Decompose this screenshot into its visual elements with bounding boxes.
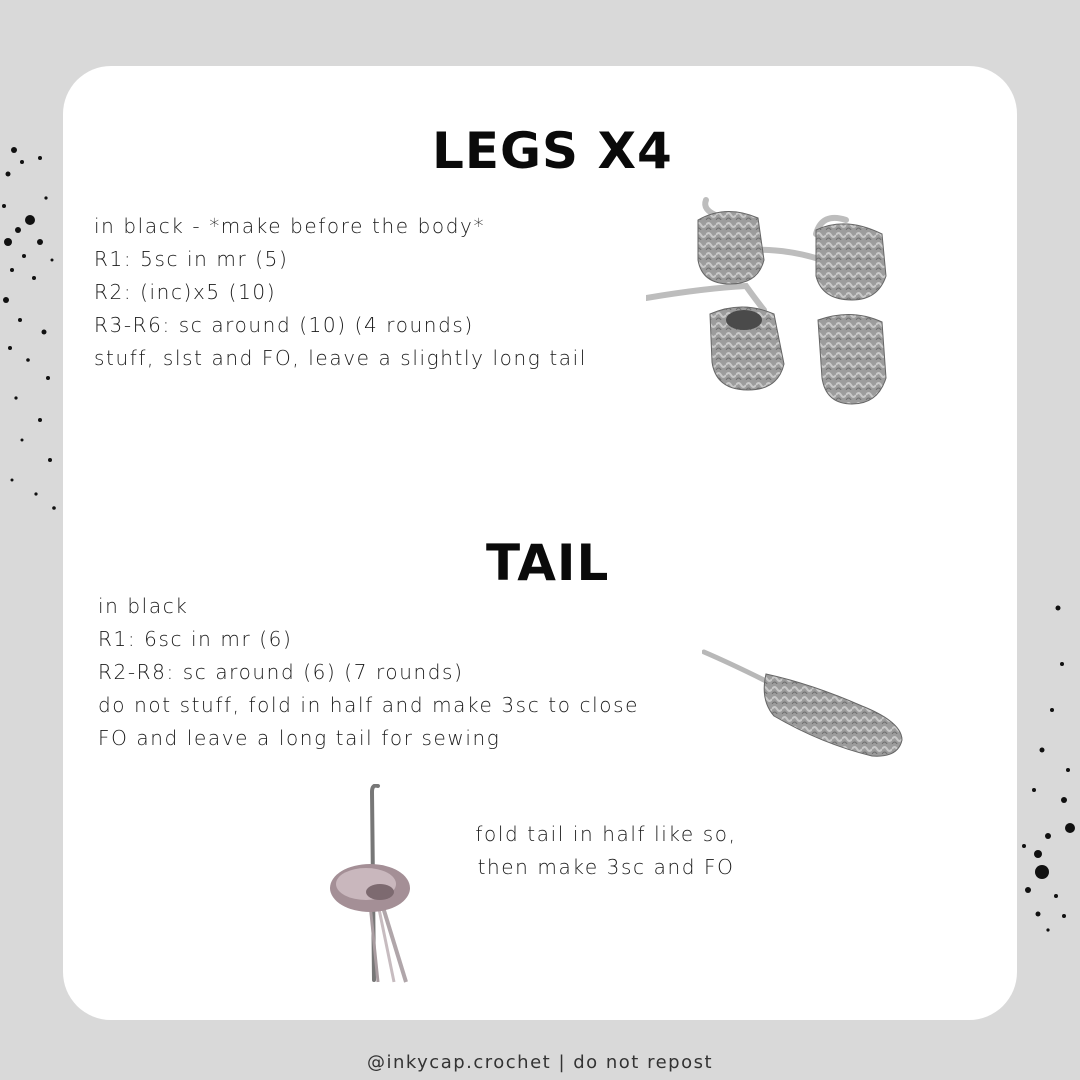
tail-line: R2-R8: sc around (6) (7 rounds): [98, 660, 464, 684]
crochet-legs-photo: [646, 190, 906, 420]
legs-line: stuff, slst and FO, leave a slightly long tail: [94, 346, 587, 370]
tail-line: FO and leave a long tail for sewing: [98, 726, 501, 750]
tail-line: do not stuff, fold in half and make 3sc to close: [98, 693, 639, 717]
footer-credit: @inkycap.crochet | do not repost: [366, 1052, 714, 1073]
legs-line: in black - *make before the body*: [94, 214, 486, 238]
legs-heading: LEGS X4: [432, 122, 673, 180]
fold-tail-note: [446, 818, 766, 884]
legs-line: R3-R6: sc around (10) (4 rounds): [94, 313, 474, 337]
ink-splatter-left: [0, 110, 70, 530]
crochet-hook-photo: [322, 784, 432, 984]
tail-line: R1: 6sc in mr (6): [98, 627, 293, 651]
tail-heading: TAIL: [486, 534, 610, 592]
legs-line: R2: (inc)x5 (10): [94, 280, 277, 304]
tail-line: in black: [98, 594, 189, 618]
note-line: fold tail in half like so,: [475, 822, 737, 846]
legs-instructions: [94, 210, 587, 375]
legs-line: R1: 5sc in mr (5): [94, 247, 289, 271]
ink-splatter-right: [1012, 600, 1080, 940]
note-line: then make 3sc and FO: [477, 855, 735, 879]
crochet-tail-photo: [702, 644, 912, 764]
tail-instructions: [98, 590, 639, 755]
